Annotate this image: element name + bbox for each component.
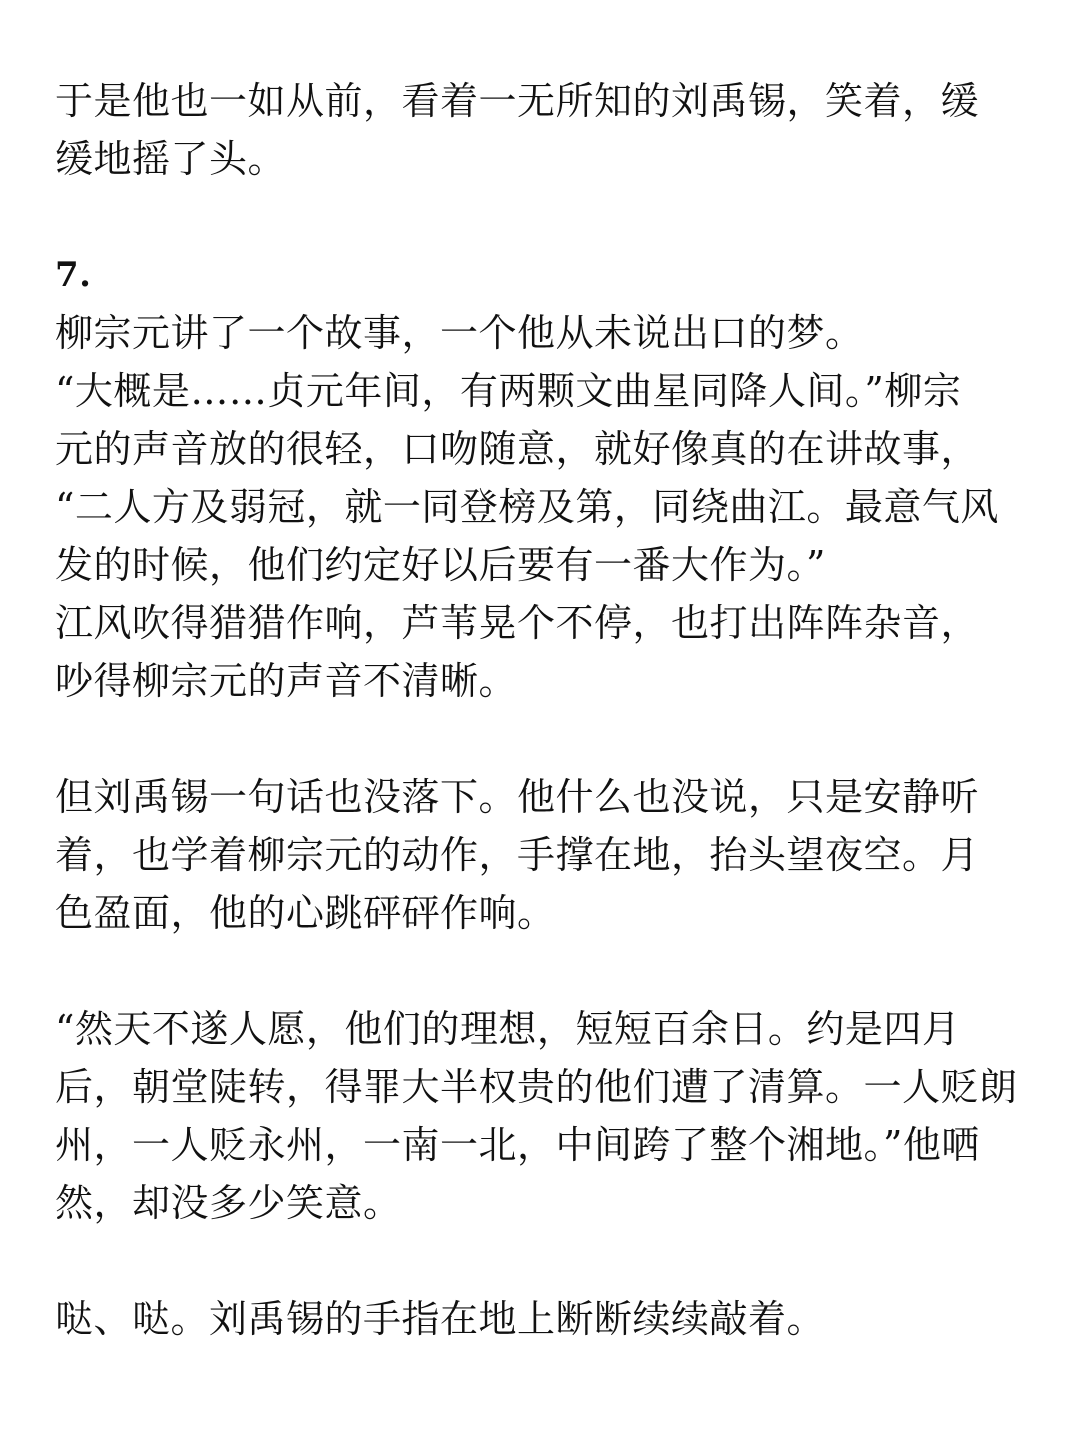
text-line: “然天不遂人愿，他们的理想，短短百余日。约是四月 — [55, 1007, 961, 1051]
text-line: 哒、哒。刘禹锡的手指在地上断断续续敲着。 — [55, 1297, 826, 1341]
text-line: 江风吹得猎猎作响，芦苇晃个不停，也打出阵阵杂音， — [55, 601, 980, 645]
text-line: 然，却没多少笑意。 — [55, 1181, 402, 1225]
text-line: 后，朝堂陡转，得罪大半权贵的他们遭了清算。一人贬朗 — [55, 1065, 1018, 1109]
section-number: 7. — [55, 255, 92, 295]
text-line: 吵得柳宗元的声音不清晰。 — [55, 659, 518, 703]
text-line: 州，一人贬永州，一南一北，中间跨了整个湘地。”他哂 — [55, 1123, 980, 1167]
text-line: “二人方及弱冠，就一同登榜及第，同绕曲江。最意气风 — [55, 485, 999, 529]
paragraph-3 — [55, 768, 1030, 942]
text-line: “大概是……贞元年间，有两颗文曲星同降人间。”柳宗 — [55, 369, 962, 413]
paragraph-1 — [55, 72, 1030, 188]
text-line: 但刘禹锡一句话也没落下。他什么也没说，只是安静听 — [55, 775, 980, 819]
text-line: 柳宗元讲了一个故事，一个他从未说出口的梦。 — [55, 311, 864, 355]
paragraph-4 — [55, 1000, 1030, 1232]
text-line: 发的时候，他们约定好以后要有一番大作为。” — [55, 543, 826, 587]
text-line: 于是他也一如从前，看着一无所知的刘禹锡，笑着，缓 — [55, 79, 980, 123]
text-line: 着，也学着柳宗元的动作，手撑在地，抬头望夜空。月 — [55, 833, 980, 877]
text-line: 色盈面，他的心跳砰砰作响。 — [55, 891, 556, 935]
paragraph-5 — [55, 1290, 1030, 1348]
paragraph-2 — [55, 304, 1030, 710]
text-line: 元的声音放的很轻，口吻随意，就好像真的在讲故事， — [55, 427, 980, 471]
text-line: 缓地摇了头。 — [55, 137, 287, 181]
